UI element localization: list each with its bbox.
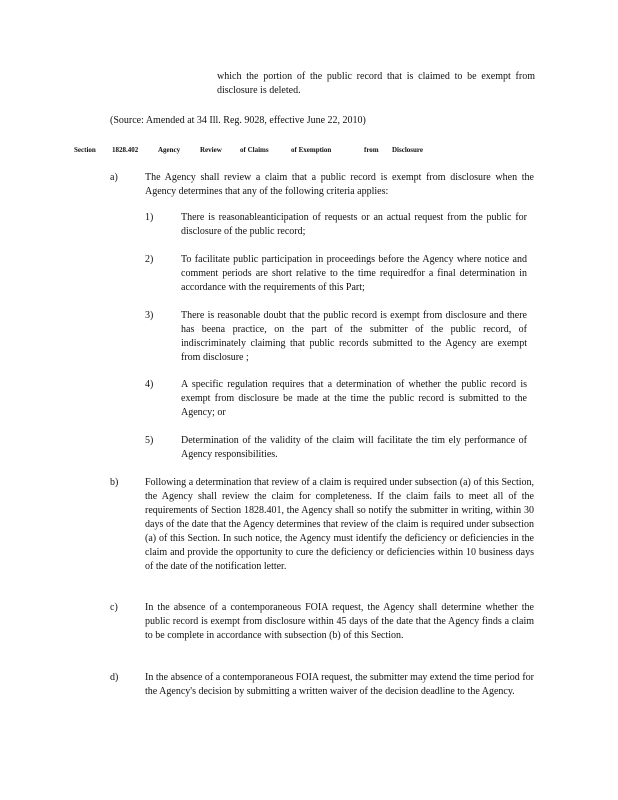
item-1-label: 1) [145, 212, 154, 223]
item-1-text: There is reasonableanticipation of requests or an actual request from the public for disclosure of the public record; [181, 212, 527, 237]
subsection-d-text: In the absence of a contemporaneous FOIA request, the submitter may extend the time period for the Agency's decision by submitting a written waiver of the decision deadline to the Agency. [145, 672, 534, 697]
section-heading [74, 143, 434, 157]
item-4-text: A specific regulation requires that a determination of whether the public record is exempt from disclosure be made at the time the public record is submitted to the Agency; or [181, 379, 527, 418]
item-5-label: 5) [145, 435, 154, 446]
section-word: Section [74, 146, 96, 154]
subsection-d-label: d) [110, 672, 119, 683]
subsection-b-text: Following a determination that review of a claim is required under subsection (a) of this Section, the Agency shall review the claim for completeness. If the claim fails to meet all of the requirements of Section 1828.401, the Agency shall so notify the submitter in writing, within 30 days of the date that the Agency determines that review of the claim is required under subsection (a) of this Section. In such notice, the Agency must identify the deficiency or deficiencies in the claim and provide the opportunity to cure the deficiency or deficiencies within 10 business days of the date of the notification letter. [145, 477, 534, 572]
item-5-text: Determination of the validity of the claim will facilitate the tim ely performance of Agency responsibilities. [181, 435, 527, 460]
heading-word-claims: of Claims [240, 146, 269, 154]
subsection-c-label: c) [110, 602, 118, 613]
subsection-a-text: The Agency shall review a claim that a public record is exempt from disclosure when the Agency determines that any of the following criteria applies: [145, 172, 534, 197]
item-2-text: To facilitate public participation in proceedings before the Agency where notice and comment periods are short relative to the time requiredfor a final determination in accordance with the requirements of this Part; [181, 254, 527, 293]
subsection-b-label: b) [110, 477, 119, 488]
heading-word-agency: Agency [158, 146, 181, 154]
item-4-label: 4) [145, 379, 154, 390]
subsection-a-label: a) [110, 172, 118, 183]
heading-word-review: Review [200, 146, 222, 154]
item-3-text: There is reasonable doubt that the public record is exempt from disclosure and there has beena practice, on the part of the submitter of the public record, of indiscriminately claiming that public records submitted to the Agency are exempt from disclosure ; [181, 310, 527, 363]
heading-word-exemption: of Exemption [291, 146, 332, 154]
heading-word-disclosure: Disclosure [392, 146, 423, 154]
heading-word-from: from [364, 146, 379, 154]
section-number: 1828.402 [112, 146, 139, 154]
source-note: (Source: Amended at 34 Ill. Reg. 9028, effective June 22, 2010) [110, 115, 366, 126]
continuation-text: which the portion of the public record that is claimed to be exempt from disclosure is deleted. [217, 71, 535, 96]
subsection-c-text: In the absence of a contemporaneous FOIA request, the Agency shall determine whether the public record is exempt from disclosure within 45 days of the date that the Agency finds a claim to be complete in accordance with subsection (b) of this Section. [145, 602, 534, 641]
item-2-label: 2) [145, 254, 154, 265]
item-3-label: 3) [145, 310, 154, 321]
